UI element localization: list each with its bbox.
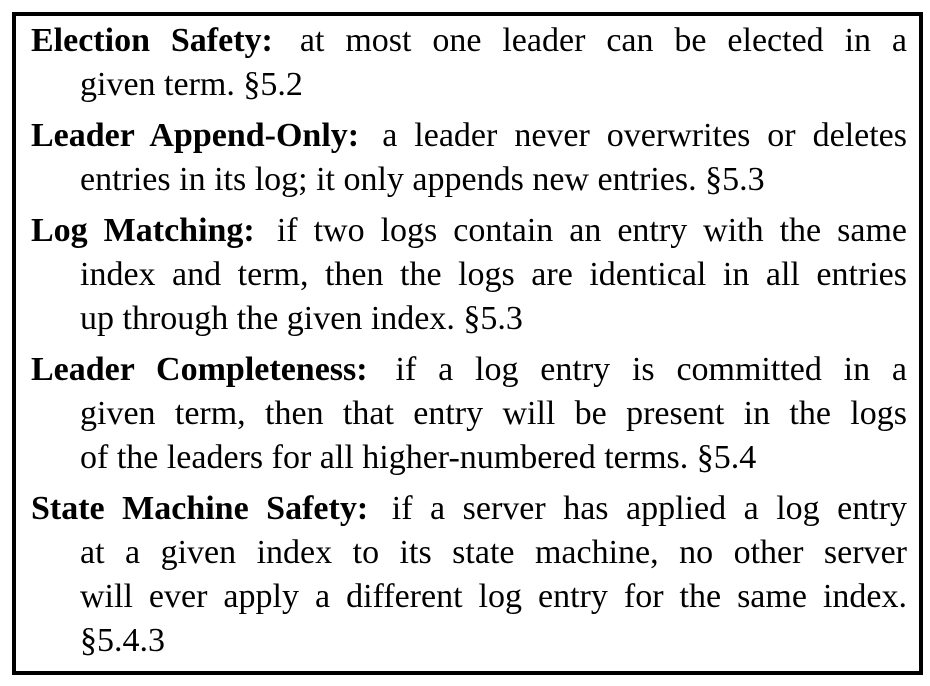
- property-term: Log Matching:: [31, 212, 255, 249]
- property-text: if a server has applied a log entry: [391, 490, 908, 527]
- property-first-line: [31, 209, 907, 253]
- properties-list: [31, 19, 907, 663]
- property-item: [31, 209, 907, 341]
- property-item: [31, 19, 907, 107]
- property-text: at most one leader can be elected in a: [299, 22, 908, 59]
- property-first-line: [31, 487, 907, 531]
- property-line: §5.4.3: [80, 622, 165, 659]
- property-line: given term. §5.2: [80, 66, 303, 103]
- property-line: entries in its log; it only appends new entries. §5.3: [80, 161, 765, 198]
- property-first-line: [31, 114, 907, 158]
- property-term: Election Safety:: [31, 22, 273, 59]
- property-term: Leader Append-Only:: [31, 117, 360, 154]
- property-text: if two logs contain an entry with the same: [276, 212, 907, 249]
- property-line: will ever apply a different log entry for the same index.: [80, 578, 907, 615]
- property-first-line: [31, 19, 907, 63]
- property-text: if a log entry is committed in a: [395, 351, 908, 388]
- property-item: [31, 487, 907, 663]
- property-line: up through the given index. §5.3: [80, 300, 523, 337]
- property-line: index and term, then the logs are identical in all entries: [80, 256, 907, 293]
- figure-border-box: [12, 12, 923, 675]
- property-term: Leader Completeness:: [31, 351, 368, 388]
- property-first-line: [31, 348, 907, 392]
- property-term: State Machine Safety:: [31, 490, 369, 527]
- property-item: [31, 114, 907, 202]
- property-line: given term, then that entry will be present in the logs: [80, 395, 907, 432]
- property-text: a leader never overwrites or deletes: [382, 117, 908, 154]
- property-line: of the leaders for all higher-numbered terms. §5.4: [80, 439, 757, 476]
- property-line: at a given index to its state machine, no other server: [80, 534, 907, 571]
- property-item: [31, 348, 907, 480]
